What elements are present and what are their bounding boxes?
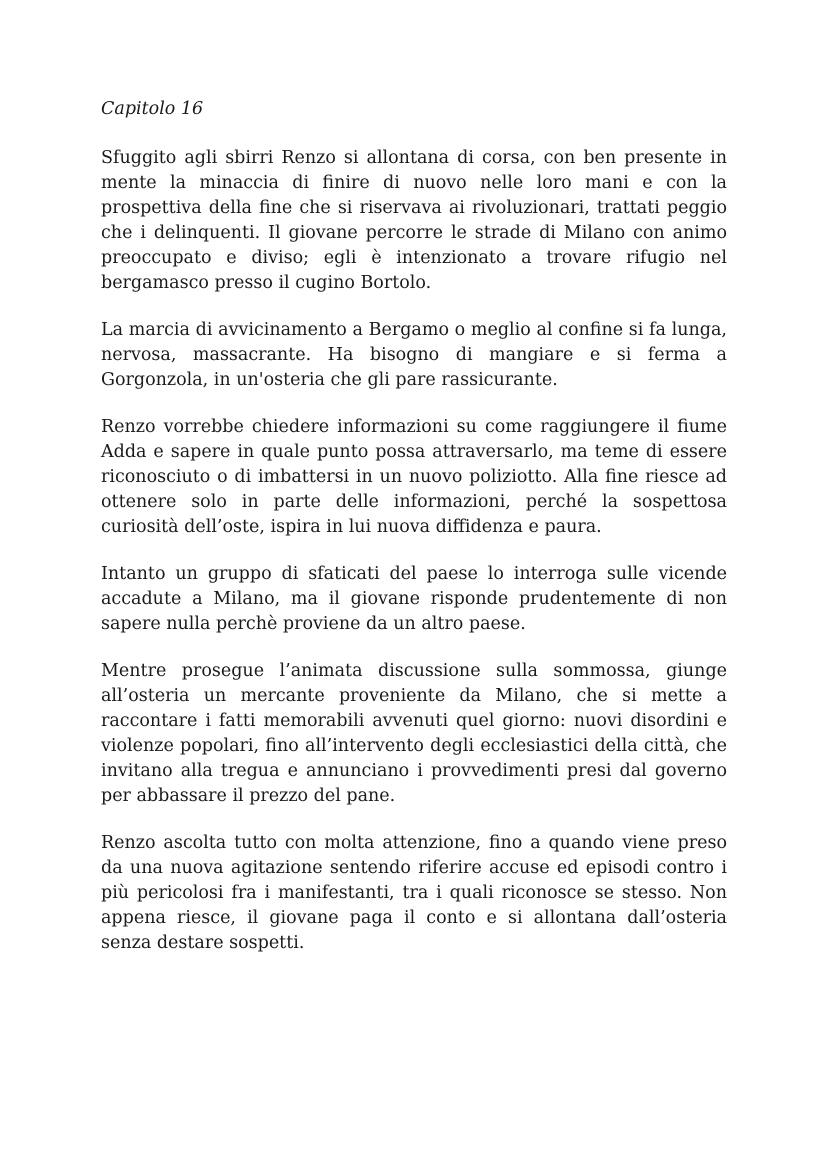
- paragraph-1: Sfuggito agli sbirri Renzo si allontana di corsa, con ben presente in mente la minaccia di finire di nuovo nelle loro mani e con la prospettiva della fine che si riservava ai rivoluzionari, trattati peggio che i delinquenti. Il giovane percorre le strade di Milano con animo preoccupato e diviso; egli è intenzionato a trovare rifugio nel bergamasco presso il cugino Bortolo.: [101, 148, 727, 293]
- paragraph-4: Intanto un gruppo di sfaticati del paese lo interroga sulle vicende accadute a Milano, ma il giovane risponde prudentemente di non sapere nulla perchè proviene da un altro paese.: [101, 564, 727, 634]
- paragraph-3: Renzo vorrebbe chiedere informazioni su come raggiungere il fiume Adda e sapere in quale punto possa attraversarlo, ma teme di essere riconosciuto o di imbattersi in un nuovo poliziotto. Alla fine riesce ad ottenere solo in parte delle informazioni, perché la sospettosa curiosità dell’oste, ispira in lui nuova diffidenza e paura.: [101, 417, 727, 537]
- document-page: [101, 97, 727, 978]
- paragraph-5: Mentre prosegue l’animata discussione sulla sommossa, giunge all’osteria un mercante proveniente da Milano, che si mette a raccontare i fatti memorabili avvenuti quel giorno: nuovi disordini e violenze popolari, fino all’intervento degli ecclesiastici della città, che invitano alla tregua e annunciano i provvedimenti presi dal governo per abbassare il prezzo del pane.: [101, 661, 727, 806]
- paragraph-2: La marcia di avvicinamento a Bergamo o meglio al confine si fa lunga, nervosa, massacrante. Ha bisogno di mangiare e si ferma a Gorgonzola, in un'osteria che gli pare rassicurante.: [101, 320, 727, 390]
- chapter-title: Capitolo 16: [101, 99, 204, 119]
- paragraph-6: Renzo ascolta tutto con molta attenzione, fino a quando viene preso da una nuova agitazione sentendo riferire accuse ed episodi contro i più pericolosi fra i manifestanti, tra i quali riconosce se stesso. Non appena riesce, il giovane paga il conto e si allontana dall’osteria senza destare sospetti.: [101, 833, 727, 953]
